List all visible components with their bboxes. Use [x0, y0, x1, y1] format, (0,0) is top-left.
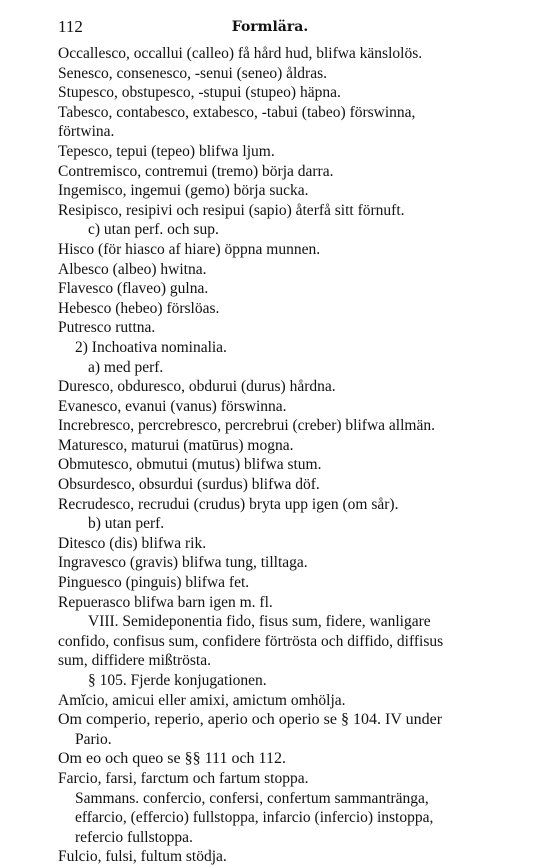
text-line: Duresco, obduresco, obdurui (durus) hårdna.	[58, 378, 336, 396]
text-line: Om eo och queo se §§ 111 och 112.	[58, 750, 286, 768]
text-line: Senesco, consenesco, -senui (seneo) åldras.	[58, 64, 328, 82]
section-heading: 2) Inchoativa nominalia.	[75, 338, 227, 356]
text-line: Albesco (albeo) hwitna.	[58, 260, 207, 278]
text-line: Increbresco, percrebresco, percrebrui (creber) blifwa allmän.	[58, 417, 435, 435]
text-line: Resipisco, resipivi och resipui (sapio) återfå sitt förnuft.	[58, 201, 405, 219]
text-line: Hisco (för hiasco af hiare) öppna munnen.	[58, 240, 321, 258]
text-line: Occallesco, occallui (calleo) få hård hud, blifwa känslolös.	[58, 45, 423, 62]
paragraph-line: confido, confisus sum, confidere förtrösta och diffido, diffisus	[58, 632, 444, 650]
subsection-heading: c) utan perf. och sup.	[88, 221, 219, 239]
text-line: Putresco ruttna.	[58, 319, 156, 337]
text-line: Ingravesco (gravis) blifwa tung, tilltaga.	[58, 554, 308, 572]
text-line: Sammans. confercio, confersi, confertum sammantränga,	[75, 789, 429, 807]
text-line: förtwina.	[58, 123, 115, 141]
text-line: Pinguesco (pinguis) blifwa fet.	[58, 574, 250, 592]
text-line: Om comperio, reperio, aperio och operio se § 104. IV under	[58, 711, 443, 729]
page-body	[58, 44, 488, 867]
subsection-heading: a) med perf.	[88, 358, 164, 376]
paragraph-line: sum, diffidere mißtrösta.	[58, 652, 211, 670]
text-line: Tepesco, tepui (tepeo) blifwa ljum.	[58, 142, 275, 160]
text-line: Fulcio, fulsi, fultum stödja.	[58, 848, 227, 866]
text-line: Hebesco (hebeo) förslöas.	[58, 299, 220, 317]
text-line: Farcio, farsi, farctum och fartum stoppa.	[58, 769, 309, 787]
text-line: effarcio, (effercio) fullstoppa, infarcio (infercio) instoppa,	[75, 809, 434, 827]
text-line: Evanesco, evanui (vanus) förswinna.	[58, 397, 287, 415]
section-heading: § 105. Fjerde konjugationen.	[88, 672, 267, 689]
text-line: Maturesco, maturui (matūrus) mogna.	[58, 436, 294, 454]
text-line: refercio fullstoppa.	[75, 828, 193, 846]
text-line: Repuerasco blifwa barn igen m. fl.	[58, 593, 273, 611]
subsection-heading: b) utan perf.	[88, 515, 165, 533]
text-line: Contremisco, contremui (tremo) börja darra.	[58, 162, 334, 180]
text-line: Ditesco (dis) blifwa rik.	[58, 534, 207, 552]
paragraph-line: VIII. Semideponentia fido, fisus sum, fidere, wanligare	[88, 613, 431, 631]
text-line: Tabesco, contabesco, extabesco, -tabui (tabeo) förswinna,	[58, 103, 416, 121]
text-line: Amĭcio, amicui eller amixi, amictum omhölja.	[58, 691, 346, 709]
running-title: Formlära.	[231, 19, 309, 35]
text-line: Flavesco (flaveo) gulna.	[58, 280, 209, 298]
text-line: Obsurdesco, obsurdui (surdus) blifwa döf.	[58, 476, 320, 494]
text-line: Stupesco, obstupesco, -stupui (stupeo) häpna.	[58, 84, 341, 102]
text-line: Pario.	[75, 730, 112, 748]
text-line: Obmutesco, obmutui (mutus) blifwa stum.	[58, 456, 322, 474]
page-header	[56, 14, 484, 40]
text-line: Ingemisco, ingemui (gemo) börja sucka.	[58, 182, 309, 200]
page-number: 112	[58, 17, 83, 36]
text-line: Recrudesco, recrudui (crudus) bryta upp igen (om sår).	[58, 495, 399, 513]
